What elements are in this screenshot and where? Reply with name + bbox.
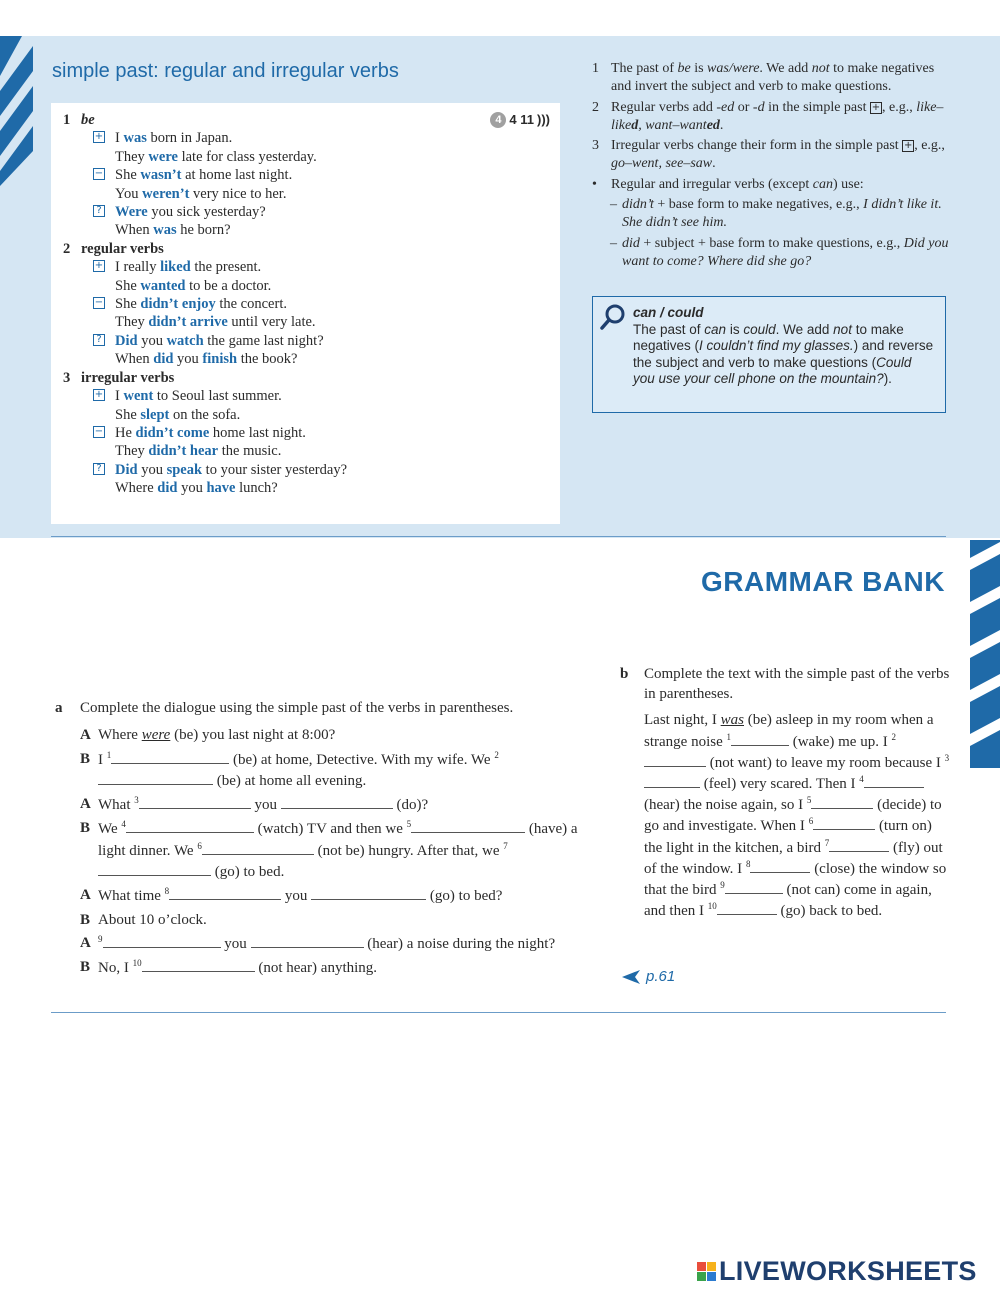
negative-icon: − [94,297,104,309]
example-sentence: ? Did you watch the game last night? [63,332,548,350]
dialogue-line: A What $^3$ you (do)? [80,795,429,814]
dialogue-line: B We $^4$ (watch) TV and then we $^5$ (have) a light dinner. We $^6$ (not be) hungry. After that, we $^7$ (go) to bed. [80,819,578,881]
section-number: 1 [63,112,71,128]
exercise-a [55,698,595,982]
exercise-b-letter: b [620,666,629,682]
answer-blank[interactable] [139,794,251,809]
answer-blank[interactable] [142,957,255,972]
speaker-label: A [80,796,91,813]
answer-blank[interactable] [411,818,525,833]
rule-note: – didn’t + base form to make negatives, e.g., I didn’t like it. She didn’t see him. [610,197,942,231]
positive-icon: + [94,389,104,401]
answer-blank[interactable] [725,879,783,894]
section-title: regular verbs [81,240,164,257]
speaker-label: A [80,727,91,744]
decorative-stripes-left [0,36,33,186]
example-sentence: + I went to Seoul last summer. [94,388,282,405]
rules-notes [590,60,955,273]
dialogue-line: B About 10 o’clock. [55,910,595,930]
answer-blank[interactable] [111,749,229,764]
question-icon: ? [93,205,105,217]
positive-icon: + [903,140,913,152]
speaker-label: A [80,887,91,904]
decorative-stripes-right [970,540,1000,768]
example-sentence: She wanted to be a doctor. [115,277,272,294]
answer-blank[interactable] [169,885,281,900]
speaker-label: B [80,911,91,928]
dialogue-line: B I $^1$ (be) at home, Detective. With my wife. We $^2$ (be) at home all evening. [80,749,499,789]
answer-blank[interactable] [717,900,777,915]
section-heading [63,111,548,129]
answer-blank[interactable] [281,794,393,809]
section-number: 3 [63,369,71,386]
magnifier-icon [599,303,627,331]
example-section [63,111,548,240]
exercise-a-letter: a [55,700,63,716]
speaker-label: B [80,820,91,837]
answer-blank[interactable] [202,840,314,855]
speaker-label: A [80,934,91,951]
answer-blank[interactable] [126,818,254,833]
page-reference-label: p.61 [646,968,676,985]
positive-icon: + [871,101,881,113]
section-heading [63,240,548,258]
answer-blank[interactable] [829,837,889,852]
speaker-label: B [80,959,91,976]
page-title: simple past: regular and irregular verbs [52,60,399,82]
answer-blank[interactable] [750,858,810,873]
example-section [63,369,548,498]
positive-icon: + [94,131,104,143]
section-heading [63,369,548,387]
example-sentence: + I really liked the present. [94,259,262,276]
example-sentence: When was he born? [115,222,231,239]
positive-icon: + [94,260,104,272]
answer-blank[interactable] [103,933,221,948]
section-number: 2 [63,240,71,257]
example-sentence: ? Did you speak to your sister yesterday? [63,461,548,479]
speaker-label: B [80,750,91,767]
answer-blank[interactable] [813,815,875,830]
question-icon: ? [93,463,105,475]
examples-card [51,103,560,524]
example-sentence: You weren’t very nice to her. [115,185,287,202]
audio-label: 4 11 [509,112,534,127]
negative-icon: − [94,168,104,180]
answer-blank[interactable] [644,752,706,767]
liveworksheets-logo [697,1256,977,1287]
rule-note: – did + subject + base form to make questions, e.g., Did you want to come? Where did she go? [610,235,949,269]
example-sentence: Where did you have lunch? [115,480,278,497]
example-sentence: ? Were you sick yesterday? [63,203,548,221]
divider-bottom [51,1012,946,1013]
example-sentence: They didn’t hear the music. [115,443,282,460]
sound-waves-icon: ))) [537,112,550,127]
rule-note: 2 Regular verbs add -ed or -d in the simple past + , e.g., like–liked, want–wanted. [592,99,944,133]
answer-blank[interactable] [864,773,924,788]
rule-note: 3 Irregular verbs change their form in the simple past + , e.g., go–went, see–saw. [592,138,945,172]
answer-blank[interactable] [731,731,789,746]
example-sentence: They didn’t arrive until very late. [115,314,316,331]
rule-note: 1 The past of be is was/were. We add not to make negatives and invert the subject and verb to make questions. [592,61,935,95]
grammar-bank-heading: GRAMMAR BANK [701,566,945,597]
exercise-a-instruction: Complete the dialogue using the simple past of the verbs in parentheses. [80,700,514,716]
divider-top [51,536,946,537]
example-sentence: They were late for class yesterday. [115,148,317,165]
example-sentence: − She wasn’t at home last night. [94,167,293,184]
answer-blank[interactable] [311,885,426,900]
example-sentence: + I was born in Japan. [94,130,233,147]
arrow-left-icon [622,970,640,984]
page-reference[interactable] [622,968,675,985]
example-section [63,240,548,369]
info-heading: can / could [633,305,704,320]
example-sentence: − She didn’t enjoy the concert. [94,296,287,313]
section-title: irregular verbs [81,369,175,386]
answer-blank[interactable] [644,773,700,788]
negative-icon: − [94,425,104,437]
answer-blank[interactable] [98,770,213,785]
example-sentence: When did you finish the book? [115,351,298,368]
example-sentence: She slept on the sofa. [115,406,241,423]
exercise-b-text: Last night, I was (be) asleep in my room when a strange noise $^1$ (wake) me up. I $^2$ (not want) to leave my room because I $^3$ (feel) very scared. Then I $^4$ (hear) the noise again, so I $^5$ (decide) to go and investigate. When I $^6$ (turn on) the light in the kitchen, a bird $^7$ (fly) out of the window. I $^8$ (close) the window so that the bird $^9$ (not can) come in again, and then I $^{10}$ (go) back to bed. [644,712,950,920]
can-could-box [592,296,946,413]
liveworksheets-wordmark: LIVEWORKSHEETS [719,1256,977,1286]
dialogue-line: A What time $^8$ you (go) to bed? [80,886,503,905]
answer-blank[interactable] [251,933,364,948]
example-sentence: − He didn’t come home last night. [94,424,306,441]
exercise-b [620,664,950,921]
exercise-b-instruction: Complete the text with the simple past of the verbs in parentheses. [644,666,950,703]
rule-note: • Regular and irregular verbs (except can) use: [592,176,864,192]
dialogue-line: A Where were (be) you last night at 8:00? [55,725,595,745]
dialogue-line: A $^9$ you (hear) a noise during the night? [80,933,556,952]
liveworksheets-logo-icon [697,1262,716,1281]
section-title: be [81,112,95,128]
answer-blank[interactable] [98,861,211,876]
question-icon: ? [93,334,105,346]
dialogue-line: B No, I $^{10}$ (not hear) anything. [80,958,378,977]
info-text: The past of can is could. We add not to make negatives (I couldn’t find my glasses.) and reverse the subject and verb to make questions (Could you use your cell phone on the mountain?). [633,322,934,386]
audio-icon: 4 [490,112,506,128]
answer-blank[interactable] [811,794,873,809]
